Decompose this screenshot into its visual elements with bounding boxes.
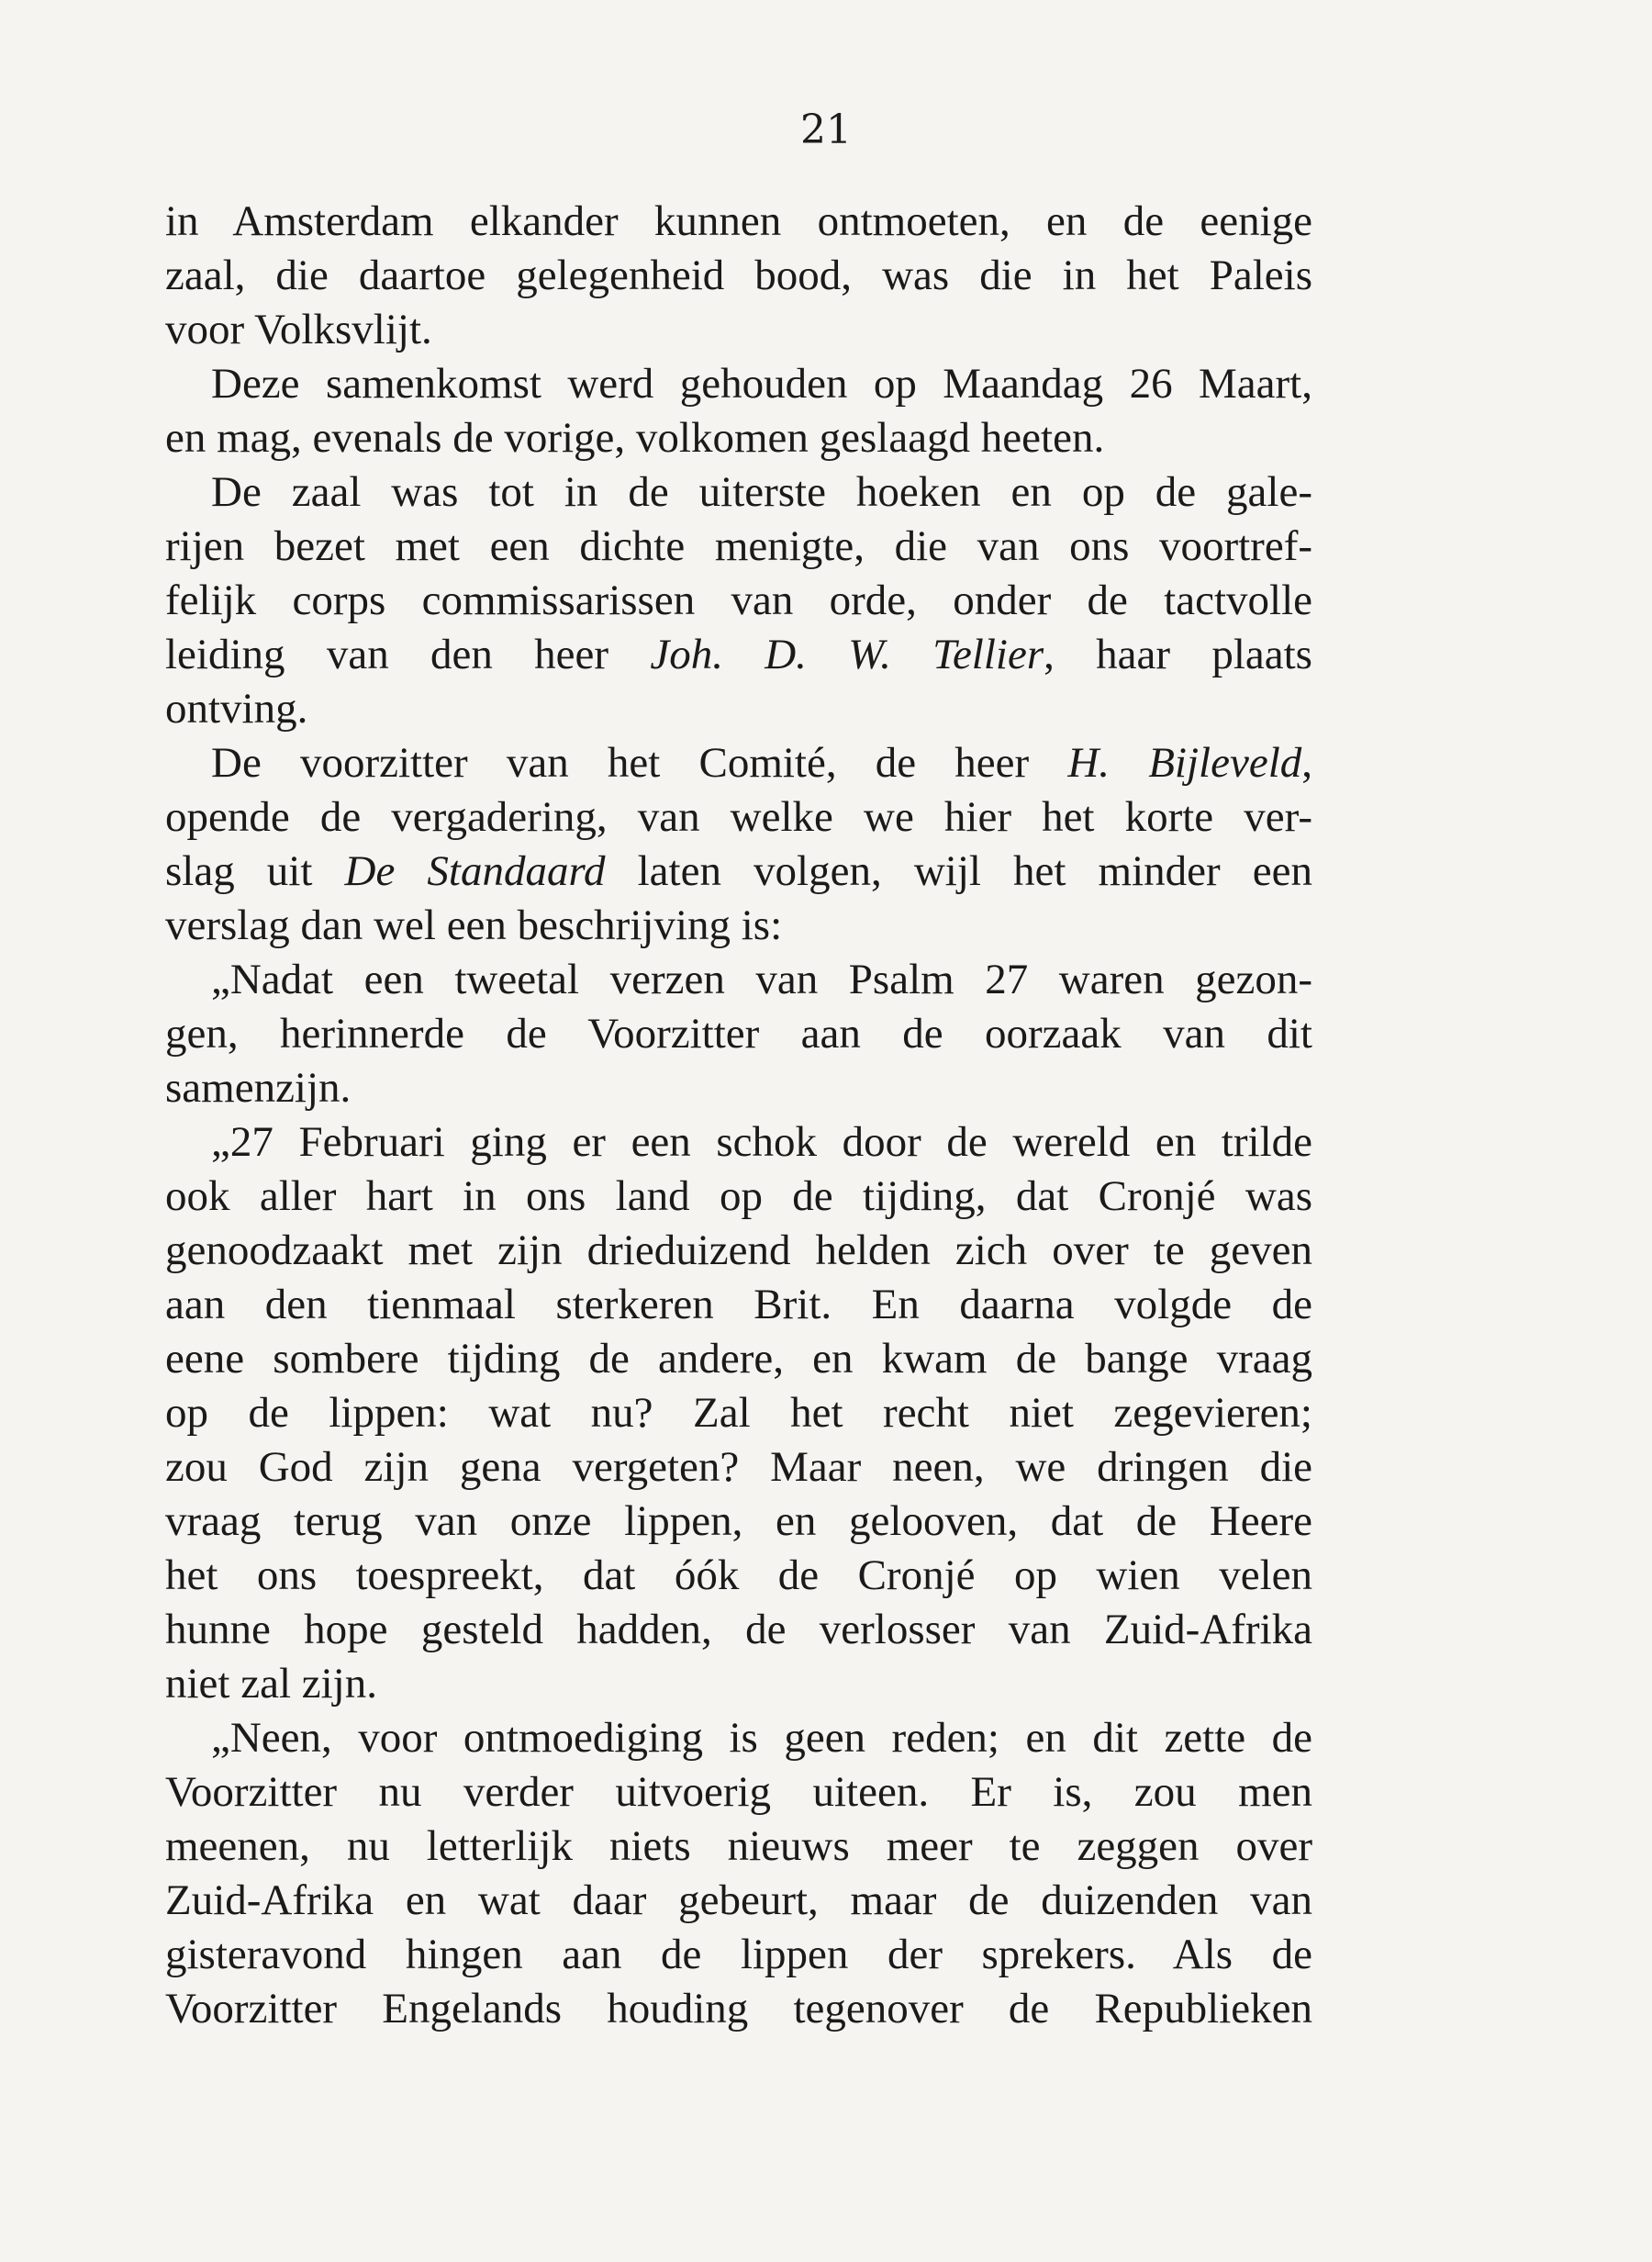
text-line bbox=[165, 628, 1312, 682]
body-text bbox=[165, 195, 1312, 2036]
line-text: samenzijn. bbox=[165, 1064, 352, 1112]
text-line bbox=[165, 1386, 1312, 1440]
line-text: hunne hope gesteld hadden, de verlosser van Zuid-Afrika bbox=[165, 1606, 1312, 1653]
line-text: Voorzitter Engelands houding tegenover de Republieken bbox=[165, 1985, 1312, 2032]
line-text: voor Volksvlijt. bbox=[165, 306, 432, 353]
line-text: Deze samenkomst werd gehouden op Maandag 26 Maart, bbox=[211, 360, 1312, 408]
text-line bbox=[165, 953, 1312, 1007]
text-line bbox=[165, 357, 1312, 411]
text-line bbox=[165, 682, 1312, 736]
text-line bbox=[165, 195, 1312, 249]
line-text: ontving. bbox=[165, 685, 308, 733]
text-line bbox=[165, 1549, 1312, 1603]
text-line bbox=[165, 1982, 1312, 2036]
line-text: Voorzitter nu verder uitvoerig uiteen. Er is, zou men bbox=[165, 1768, 1312, 1816]
text-line bbox=[165, 249, 1312, 303]
line-text: vraag terug van onze lippen, en gelooven, dat de Heere bbox=[165, 1497, 1312, 1545]
line-text: rijen bezet met een dichte menigte, die van ons voortref- bbox=[165, 522, 1312, 570]
person-name: Joh. D. W. Tellier bbox=[650, 631, 1044, 678]
text-line bbox=[165, 1603, 1312, 1657]
line-text: meenen, nu letterlijk niets nieuws meer te zeggen over bbox=[165, 1822, 1312, 1870]
line-text: opende de vergadering, van welke we hier het korte ver- bbox=[165, 793, 1312, 841]
line-text: zou God zijn gena vergeten? Maar neen, we dringen die bbox=[165, 1443, 1312, 1491]
line-text: niet zal zijn. bbox=[165, 1660, 377, 1708]
text-line bbox=[165, 1765, 1312, 1820]
line-text: laten volgen, wijl het minder een bbox=[605, 847, 1312, 895]
text-line bbox=[165, 790, 1312, 845]
text-line bbox=[165, 899, 1312, 953]
text-line bbox=[165, 411, 1312, 465]
line-text: felijk corps commissarissen van orde, onder de tactvolle bbox=[165, 577, 1312, 624]
page-number: 21 bbox=[800, 106, 852, 153]
text-line bbox=[165, 1115, 1312, 1170]
line-text: Zuid-Afrika en wat daar gebeurt, maar de duizenden van bbox=[165, 1876, 1312, 1924]
text-line bbox=[165, 1928, 1312, 1982]
text-line bbox=[165, 465, 1312, 520]
line-text: , haar plaats bbox=[1044, 631, 1312, 678]
line-text: genoodzaakt met zijn drieduizend helden zich over te geven bbox=[165, 1226, 1312, 1274]
text-line bbox=[165, 1278, 1312, 1332]
line-text: ook aller hart in ons land op de tijding, dat Cronjé was bbox=[165, 1172, 1312, 1220]
line-text: „27 Februari ging er een schok door de wereld en trilde bbox=[211, 1118, 1312, 1166]
newspaper-name: De Standaard bbox=[344, 847, 606, 895]
text-line bbox=[165, 1495, 1312, 1549]
text-line bbox=[165, 1170, 1312, 1224]
text-line bbox=[165, 845, 1312, 899]
line-text: gisteravond hingen aan de lippen der sprekers. Als de bbox=[165, 1931, 1312, 1978]
line-text: „Neen, voor ontmoediging is geen reden; en dit zette de bbox=[211, 1714, 1312, 1762]
text-line bbox=[165, 1711, 1312, 1765]
line-text: slag uit bbox=[165, 847, 345, 895]
line-text: op de lippen: wat nu? Zal het recht niet zegevieren; bbox=[165, 1389, 1312, 1437]
line-text: leiding van den heer bbox=[165, 631, 651, 678]
text-line bbox=[165, 736, 1312, 790]
text-line bbox=[165, 520, 1312, 574]
line-text: het ons toespreekt, dat óók de Cronjé op wien velen bbox=[165, 1551, 1312, 1599]
line-text: De zaal was tot in de uiterste hoeken en op de gale- bbox=[211, 468, 1312, 516]
line-text: , bbox=[1301, 739, 1312, 787]
line-text: eene sombere tijding de andere, en kwam de bange vraag bbox=[165, 1335, 1312, 1383]
text-line bbox=[165, 1224, 1312, 1278]
text-line bbox=[165, 1332, 1312, 1386]
line-text: aan den tienmaal sterkeren Brit. En daarna volgde de bbox=[165, 1281, 1312, 1328]
text-line bbox=[165, 1061, 1312, 1115]
line-text: in Amsterdam elkander kunnen ontmoeten, en de eenige bbox=[165, 197, 1312, 245]
text-line bbox=[165, 1007, 1312, 1061]
line-text: „Nadat een tweetal verzen van Psalm 27 waren gezon- bbox=[211, 956, 1312, 1003]
text-line bbox=[165, 1820, 1312, 1874]
person-name: H. Bijleveld bbox=[1067, 739, 1302, 787]
line-text: De voorzitter van het Comité, de heer bbox=[211, 739, 1068, 787]
text-line bbox=[165, 574, 1312, 628]
line-text: zaal, die daartoe gelegenheid bood, was die in het Paleis bbox=[165, 252, 1312, 299]
line-text: verslag dan wel een beschrijving is: bbox=[165, 901, 783, 949]
line-text: gen, herinnerde de Voorzitter aan de oorzaak van dit bbox=[165, 1010, 1312, 1058]
text-line bbox=[165, 303, 1312, 357]
text-line bbox=[165, 1440, 1312, 1495]
line-text: en mag, evenals de vorige, volkomen geslaagd heeten. bbox=[165, 414, 1105, 462]
text-line bbox=[165, 1657, 1312, 1711]
text-line bbox=[165, 1874, 1312, 1928]
